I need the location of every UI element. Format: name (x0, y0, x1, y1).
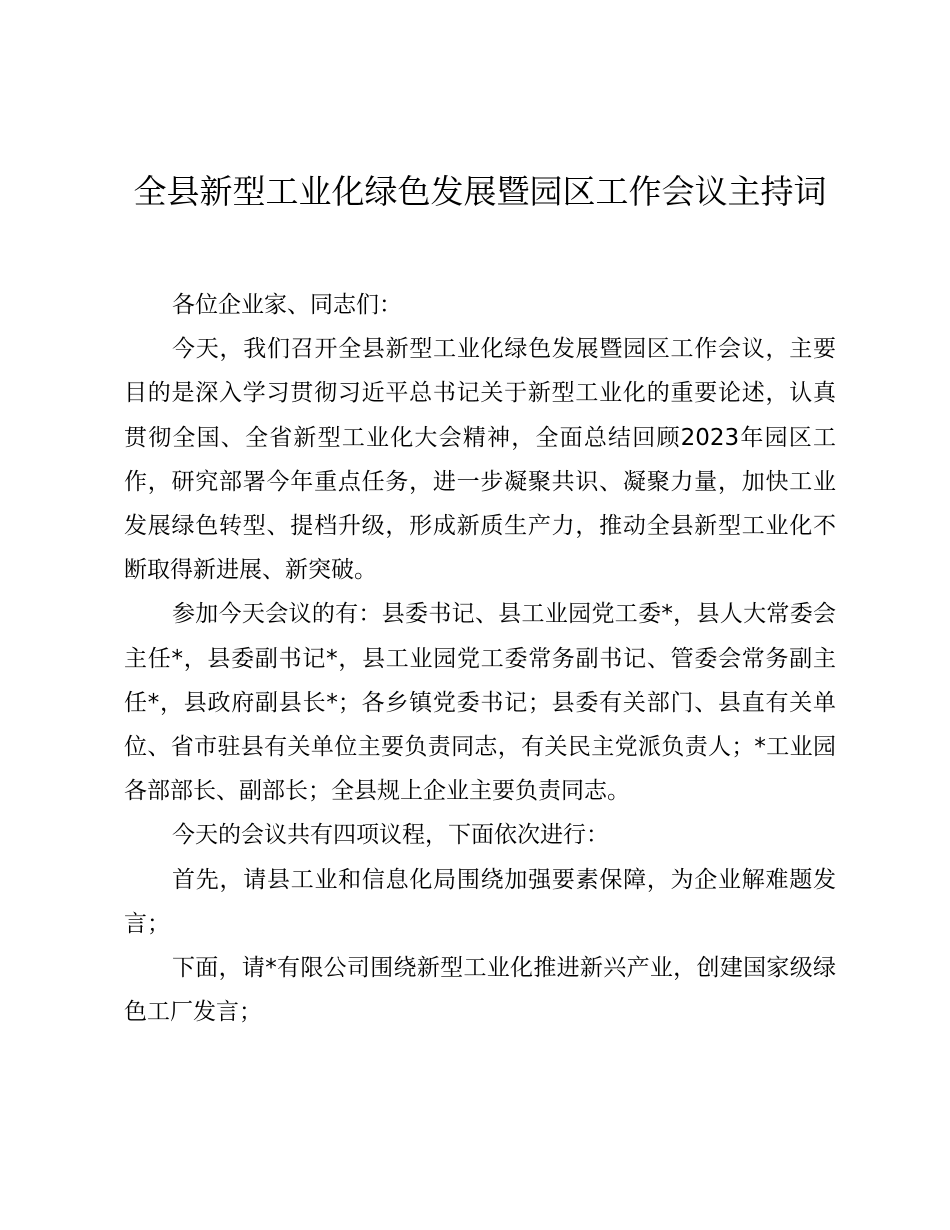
paragraph-greeting: 各位企业家、同志们： (172, 292, 402, 318)
paragraph-attendees: 参加今天会议的有：县委书记、县工业园党工委*，县人大常委会主任*，县委副书记*，县工业园党工委常务副书记、管委会常务副主任*，县政府副县长*；各乡镇党委书记；县委有关部门、县直有关单位、省市驻县有关单位主要负责同志，有关民主党派负责人；*工业园各部部长、副部长；全县规上企业主要负责同志。 (124, 601, 836, 805)
paragraph-agenda-item-1: 首先，请县工业和信息化局围绕加强要素保障，为企业解难题发言； (124, 866, 836, 937)
document-body (124, 283, 836, 1034)
paragraph-purpose: 今天，我们召开全县新型工业化绿色发展暨园区工作会议，主要目的是深入学习贯彻习近平总书记关于新型工业化的重要论述，认真贯彻全国、全省新型工业化大会精神，全面总结回顾2023年园区工作，研究部署今年重点任务，进一步凝聚共识、凝聚力量，加快工业发展绿色转型、提档升级，形成新质生产力，推动全县新型工业化不断取得新进展、新突破。 (124, 336, 836, 584)
document-title: 全县新型工业化绿色发展暨园区工作会议主持词 (133, 172, 827, 211)
paragraph-agenda-intro: 今天的会议共有四项议程，下面依次进行： (172, 822, 609, 849)
paragraph-agenda-item-2: 下面，请*有限公司围绕新型工业化推进新兴产业，创建国家级绿色工厂发言； (124, 955, 836, 1026)
